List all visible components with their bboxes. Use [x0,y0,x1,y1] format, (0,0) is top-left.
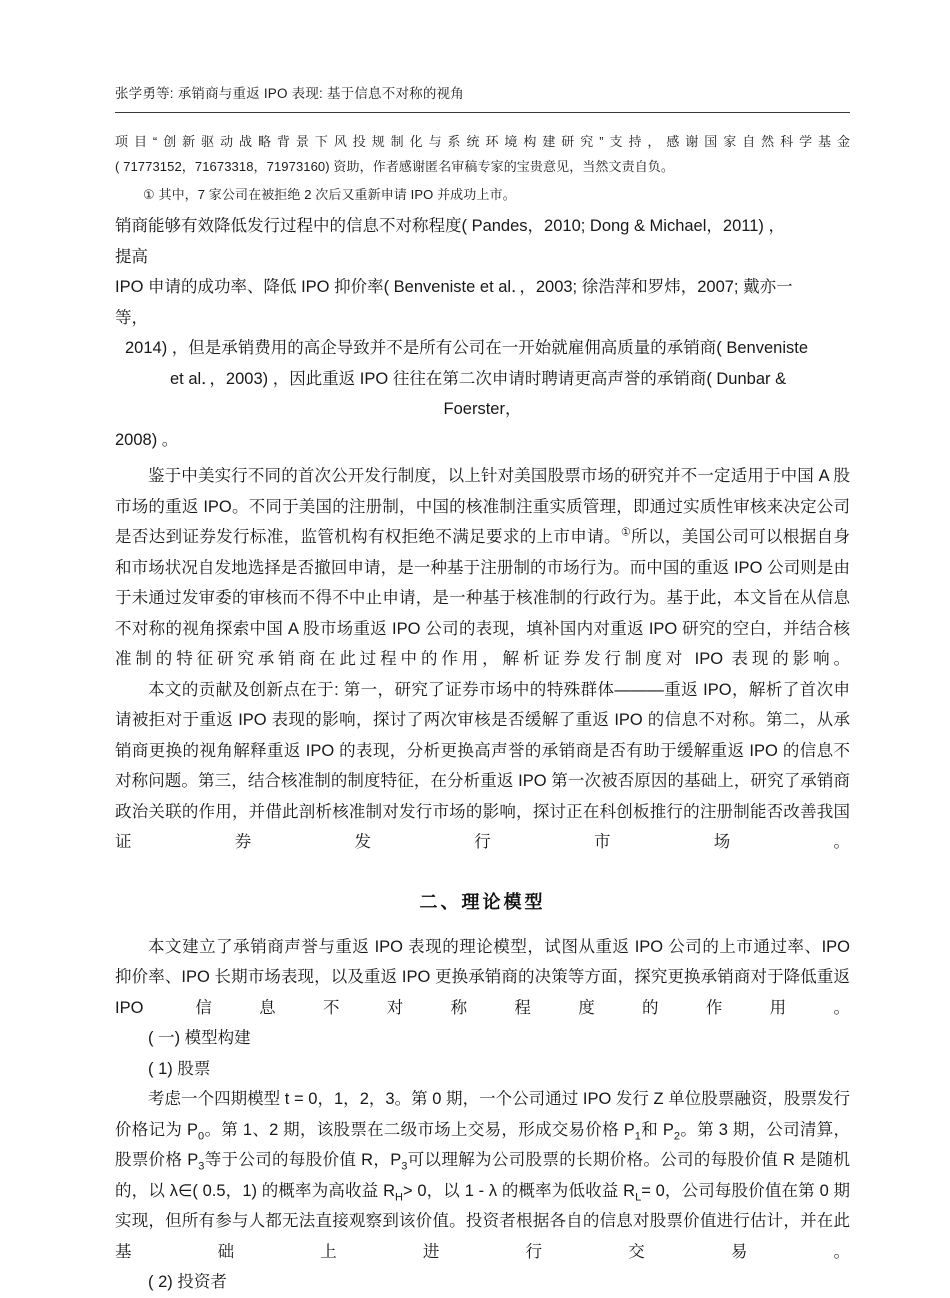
section-intro [115,932,850,1298]
ragged-line: 提高 [115,247,148,266]
paragraph-review-part-b: 所以，美国公司可以根据自身和市场状况自发地选择是否撤回申请，是一种基于注册制的市场行为。而中国的重返 IPO 公司则是由于未通过发审委的审核而不得不中止申请，是一种基于核准制的行政行为。基于此，本文旨在从信息不对称的视角探索中国 A 股市场重返 IPO 公司的表现，填补国内对重返 IPO 研究的空白，并结合核准制的特征研究承销商在此过程中的作用，解析证券发行制度对 IPO 表现的影响。 [115,528,851,668]
funding-note-line-1: 项目“创新驱动战略背景下风投规制化与系统环境构建研究”支持，感谢国家自然科学基金 [115,134,850,149]
paragraph-text [115,461,850,675]
subsection-label-a: ( 一) 模型构建 [148,1029,251,1047]
item-label-1: ( 1) 股票 [148,1059,211,1078]
stock-model-text-mid3: 。第 3 期，公司清算，股票价格 P [115,1120,850,1169]
stock-model-text-tail: = 0，公司每股价值在第 0 期实现，但所有参与人都无法直接观察到该价值。投资者根据各自的信息对股票价值进行估计，并在此基础上进行交易。 [115,1181,850,1261]
stock-model-text-mid1: 。第 1、2 期，该股票在二级市场上交易，形成交易价格 P [204,1120,635,1139]
paragraph-review [115,461,850,675]
subscript-p3-b: 3 [401,1160,408,1173]
paragraph-text: 本文的贡献及创新点在于: 第一，研究了证券市场中的特殊群体———重返 IPO，解析了首次申请被拒对于重返 IPO 表现的影响，探讨了两次审核是否缓解了重返 IPO 的信息不对称。第二，从承销商更换的视角解释重返 IPO 的表现，分析更换高声誉的承销商是否有助于缓解重返 IPO 的信息不对称问题。第三，结合核准制的制度特征，在分析重返 IPO 第一次被否原因的基础上，研究了承销商政治关联的作用，并借此剖析核准制对发行市场的影响，探讨正在科创板推行的注册制能否改善我国证券发行市场。 [115,680,850,851]
funding-note-line-2: ( 71773152，71673318，71973160) 资助，作者感谢匿名审稿专家的宝贵意见，当然文责自负。 [115,159,675,174]
ragged-line: 2014) ，但是承销费用的高企导致并不是所有公司在一开始就雇佣高质量的承销商( Benveniste [125,339,809,357]
paragraph-text: 本文建立了承销商声誉与重返 IPO 表现的理论模型，试图从重返 IPO 公司的上市通过率、IPO 抑价率、IPO 长期市场表现，以及重返 IPO 更换承销商的决策等方面，探究更换承销商对于降低重返 IPO 信息不对称程度的作用。 [115,937,850,1017]
footnote-1: ① 其中，7 家公司在被拒绝 2 次后又重新申请 IPO 并成功上市。 [143,187,516,202]
item-label-2: ( 2) 投资者 [148,1273,227,1291]
subscript-p1: 1 [634,1129,641,1142]
subscript-rh: H [394,1190,403,1203]
stock-model-text-mid4: 等于公司的每股价值 R，P [204,1151,402,1169]
stock-model-text-mid2: 和 P [640,1120,674,1139]
stock-model-text-mid5: 可以理解为公司股票的长期价格。公司的每股价值 R 是随机的，以 λ∈( 0.5，1) 的概率为高收益 R [115,1151,850,1200]
subscript-p0: 0 [198,1129,205,1142]
footnote-marker-icon: ① [620,526,632,539]
page-content [115,84,850,1298]
subscript-rl: L [635,1190,642,1203]
stock-model-text-mid6: > 0，以 1 - λ 的概率为低收益 R [402,1181,636,1200]
ragged-line: 销商能够有效降低发行过程中的信息不对称程度( Pandes，2010; Dong & Michael，2011) ， [115,217,785,235]
paragraph-contribution [115,675,850,858]
paragraph-review-part-a: 鉴于中美实行不同的首次公开发行制度，以上针对美国股票市场的研究并不一定适用于中国 A 股市场的重返 IPO。不同于美国的注册制，中国的核准制注重实质管理，即通过实质性审核来决定公司是否达到证券发行标准，监管机构有权拒绝不满足要求的上市申请。 [115,467,850,546]
header-rule [115,112,850,113]
item-1-body [115,1084,850,1267]
ragged-line: 等， [115,308,148,327]
subscript-p2: 2 [673,1129,680,1142]
subscript-p3-a: 3 [198,1160,205,1173]
ragged-line: Foerster， [443,400,522,418]
funding-footnote-block [115,129,850,207]
ragged-line: et al．，2003) ，因此重返 IPO 往往在第二次申请时聘请更高声誉的承销商( Dunbar & [170,369,787,388]
section-heading: 二、理论模型 [419,891,546,912]
ragged-continuation-block [115,211,850,455]
ragged-line: 2008) 。 [115,430,179,449]
ragged-line: IPO 申请的成功率、降低 IPO 抑价率( Benveniste et al．，2003; 徐浩萍和罗炜，2007; 戴亦一 [115,278,793,296]
stock-model-text-pre: 考虑一个四期模型 t = 0，1，2，3。第 0 期，一个公司通过 IPO 发行 Z 单位股票融资，股票发行价格记为 P [115,1090,850,1139]
running-header: 张学勇等: 承销商与重返 IPO 表现: 基于信息不对称的视角 [115,86,464,101]
